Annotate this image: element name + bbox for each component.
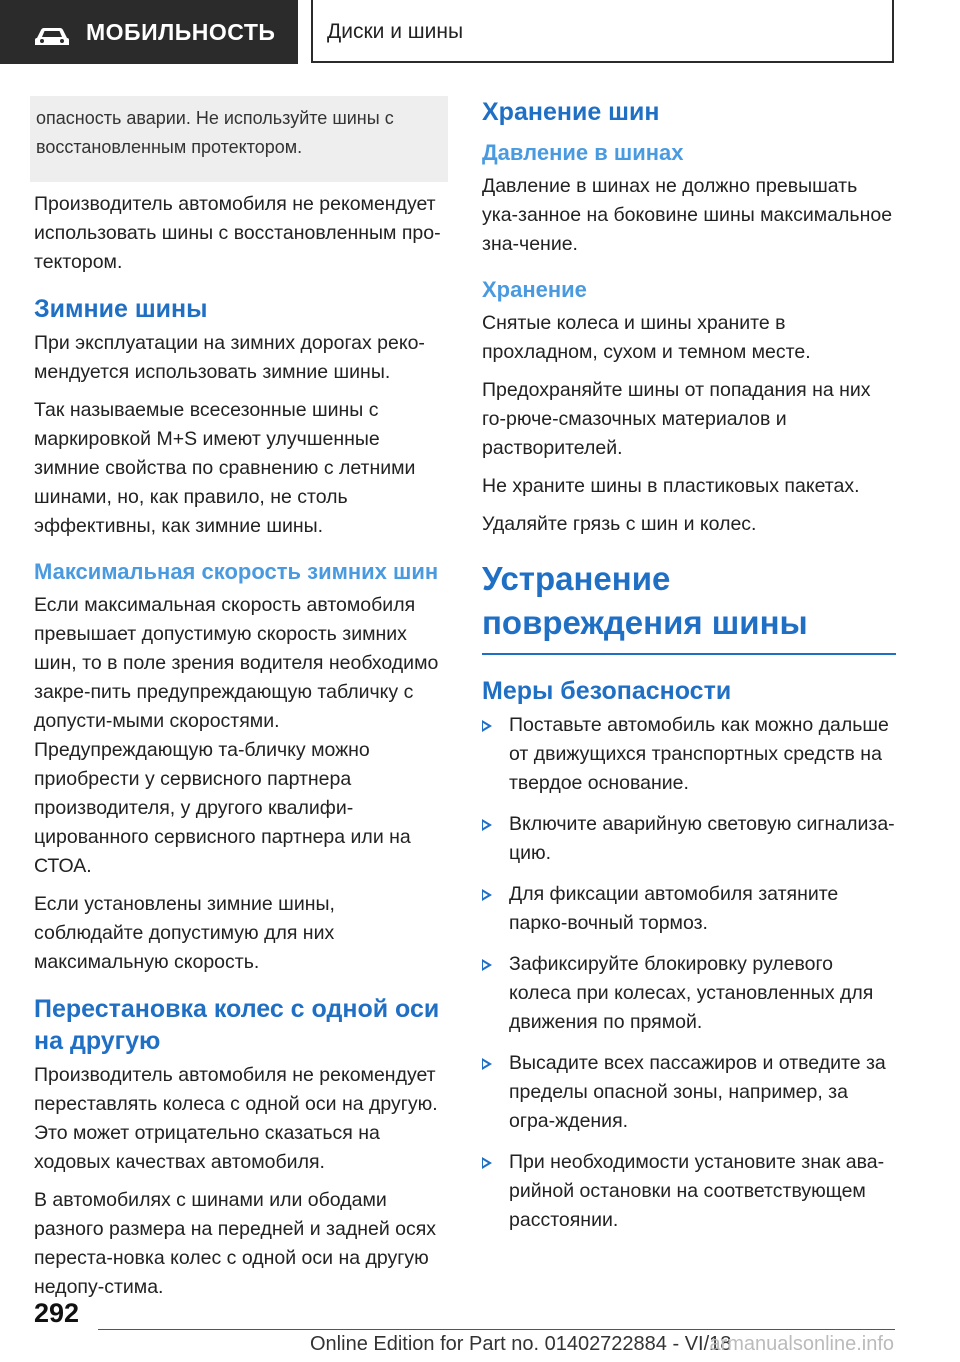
paragraph: Производитель автомобиля не рекомендует переставлять колеса с одной оси на другую. Это может отрицательно сказаться на ходовых качествах автомобиля. [34,1064,438,1173]
section-tab [0,0,298,64]
triangle-bullet-icon [482,889,492,901]
heading-storage: Хранение [482,277,587,302]
heading-winter-tires: Зимние шины [34,295,208,323]
heading-wheel-rotation: Перестановка колес с одной оси на другую [34,995,440,1055]
triangle-bullet-icon [482,1058,492,1070]
triangle-bullet-icon [482,1157,492,1169]
warning-text: опасность аварии. Не используйте шины с восстановленным протектором. [36,108,394,157]
paragraph: Если максимальная скорость автомобиля превышает допустимую скорость зимних шин, то в поле зрения водителя необходимо закре-пить предупреждающую табличку с допусти-мыми скоростями. Предупреждающую та-бличку можно приобрести у сервисного партнера производителя, у другого квалифи-цированного сервисного партнера или на СТОА. [34,594,439,877]
page-number: 292 [34,1298,80,1328]
paragraph: Так называемые всесезонные шины с маркировкой M+S имеют улучшенные зимние свойства по сравнению с летними шинами, но, как правило, не столь эффективны, как зимние шины. [34,399,416,537]
list-item: При необходимости установите знак ава-рийной остановки на соответствующем расстоянии. [482,1148,896,1235]
triangle-bullet-icon [482,720,492,732]
heading-tire-pressure: Давление в шинах [482,140,684,165]
safety-steps-list [482,711,896,1235]
heading-tire-storage: Хранение шин [482,98,660,126]
paragraph: Удаляйте грязь с шин и колес. [482,513,757,535]
car-icon [34,27,70,47]
heading-safety: Меры безопасности [482,677,732,705]
left-column [34,96,448,1311]
paragraph: Производитель автомобиля не рекомендует использовать шины с восстановленным про-тектором. [34,193,441,273]
heading-tire-repair: Устранение повреждения шины [482,557,896,655]
list-item: Поставьте автомобиль как можно дальше от движущихся транспортных средств на твердое основание. [482,711,896,798]
paragraph: При эксплуатации на зимних дорогах реко-мендуется использовать зимние шины. [34,332,425,383]
section-label: МОБИЛЬНОСТЬ [86,19,276,45]
paragraph: Давление в шинах не должно превышать ука-занное на боковине шины максимальное зна-чение. [482,175,893,255]
triangle-bullet-icon [482,819,492,831]
page-title: Диски и шины [327,20,464,43]
heading-max-speed: Максимальная скорость зимних шин [34,559,439,584]
paragraph: В автомобилях с шинами или ободами разного размера на передней и задней осях переста-новка колес с одной оси на другую недопу-стима. [34,1189,437,1298]
paragraph: Не храните шины в пластиковых пакетах. [482,475,860,497]
list-item: Включите аварийную световую сигнализа-цию. [482,810,896,868]
paragraph: Если установлены зимние шины, соблюдайте допустимую для них максимальную скорость. [34,893,335,973]
right-column [482,96,896,1247]
page-header [311,0,894,63]
list-item: Зафиксируйте блокировку рулевого колеса при колесах, установленных для движения по прямой. [482,950,896,1037]
footer-divider [98,1329,895,1330]
edition-note: Online Edition for Part no. 01402722884 - VI/18 [310,1333,732,1355]
watermark: armanualsonline.info [709,1333,894,1355]
paragraph: Снятые колеса и шины храните в прохладном, сухом и темном месте. [482,312,811,363]
list-item: Для фиксации автомобиля затяните парко-вочный тормоз. [482,880,896,938]
warning-box [30,96,448,182]
triangle-bullet-icon [482,959,492,971]
list-item: Высадите всех пассажиров и отведите за пределы опасной зоны, например, за огра-ждения. [482,1049,896,1136]
paragraph: Предохраняйте шины от попадания на них го-рюче-смазочных материалов и растворителей. [482,379,871,459]
